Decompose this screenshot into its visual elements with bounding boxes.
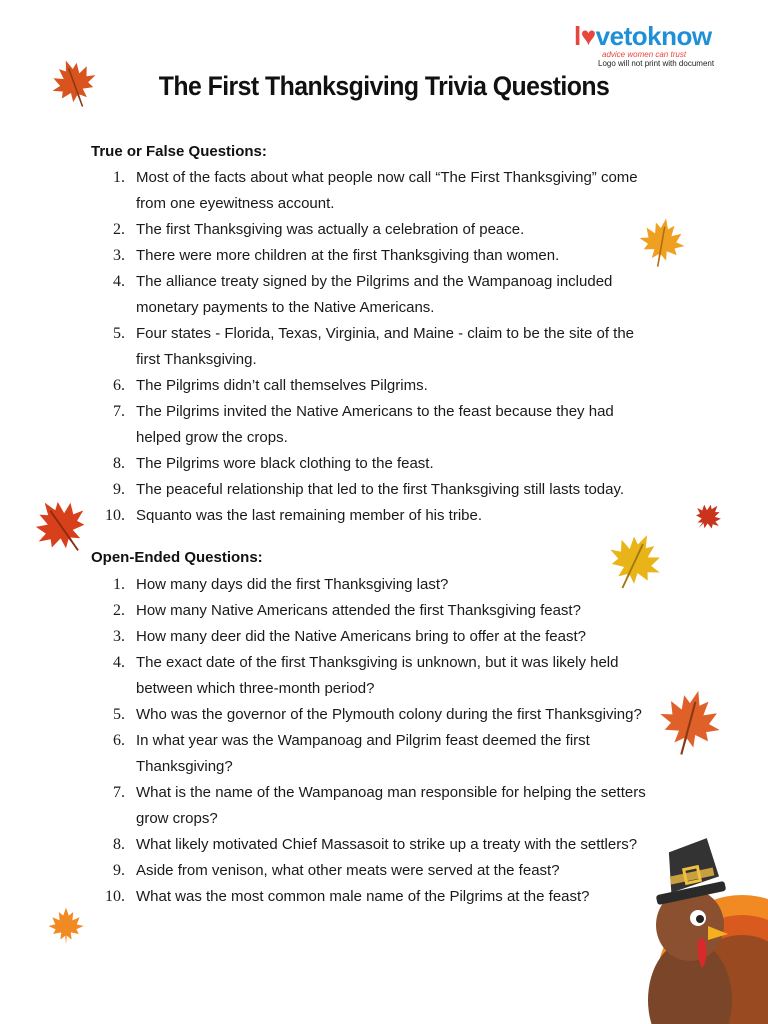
- question-text: What likely motivated Chief Massasoit to strike up a treaty with the settlers?: [136, 836, 638, 853]
- question-number: 2.: [113, 602, 125, 619]
- question-number: 7.: [113, 403, 125, 420]
- question-number: 8.: [113, 455, 125, 472]
- true-false-question-4: [91, 269, 661, 321]
- question-number: 6.: [113, 377, 125, 394]
- logo-print-note: Logo will not print with document: [598, 59, 715, 68]
- question-number: 10.: [105, 888, 125, 905]
- open-ended-question-1: [91, 572, 661, 598]
- question-text: The first Thanksgiving was actually a celebration of peace.: [136, 221, 525, 238]
- logo-wordmark: l♥vetoknow: [574, 21, 712, 51]
- question-text: There were more children at the first Thanksgiving than women.: [136, 247, 560, 264]
- true-false-question-8: [91, 451, 661, 477]
- question-number: 4.: [113, 273, 125, 290]
- turkey-pilgrim-icon: [612, 830, 768, 1024]
- question-text: The peaceful relationship that led to the first Thanksgiving still lasts today.: [136, 481, 625, 498]
- question-text: How many deer did the Native Americans bring to offer at the feast?: [136, 628, 586, 645]
- question-number: 9.: [113, 862, 125, 879]
- maple-leaf-icon: [655, 684, 725, 760]
- maple-leaf-icon: [692, 501, 724, 533]
- open-ended-question-10: [91, 884, 661, 910]
- question-text: Aside from venison, what other meats were served at the feast?: [136, 862, 560, 879]
- true-false-question-9: [91, 477, 661, 503]
- question-text: How many Native Americans attended the first Thanksgiving feast?: [136, 602, 581, 619]
- question-text: How many days did the first Thanksgiving last?: [136, 576, 449, 593]
- question-text: The Pilgrims wore black clothing to the feast.: [136, 455, 434, 472]
- question-text: Four states - Florida, Texas, Virginia, and Maine - claim to be the site of the first Thanksgiving.: [136, 325, 635, 368]
- question-number: 8.: [113, 836, 125, 853]
- question-number: 2.: [113, 221, 125, 238]
- question-number: 1.: [113, 169, 125, 186]
- question-text: Who was the governor of the Plymouth colony during the first Thanksgiving?: [136, 706, 642, 723]
- open-ended-list: [91, 572, 661, 910]
- question-text: The Pilgrims didn’t call themselves Pilgrims.: [136, 377, 428, 394]
- true-false-question-7: [91, 399, 661, 451]
- question-text: What is the name of the Wampanoag man responsible for helping the setters grow crops?: [136, 784, 646, 827]
- true-false-question-10: [91, 503, 661, 529]
- open-ended-question-4: [91, 650, 661, 702]
- question-text: The exact date of the first Thanksgiving is unknown, but it was likely held between which three-month period?: [136, 654, 619, 697]
- true-false-question-3: [91, 243, 661, 269]
- question-number: 10.: [105, 507, 125, 524]
- true-false-question-5: [91, 321, 661, 373]
- question-number: 6.: [113, 732, 125, 749]
- open-ended-question-6: [91, 728, 661, 780]
- true-false-question-1: [91, 165, 661, 217]
- maple-leaf-icon: [30, 495, 92, 557]
- question-text: Squanto was the last remaining member of his tribe.: [136, 507, 483, 524]
- open-ended-question-7: [91, 780, 661, 832]
- maple-leaf-icon: [46, 905, 86, 947]
- question-number: 3.: [113, 628, 125, 645]
- question-number: 9.: [113, 481, 125, 498]
- open-ended-question-9: [91, 858, 661, 884]
- page-title: The First Thanksgiving Trivia Questions: [158, 71, 610, 101]
- true-false-question-6: [91, 373, 661, 399]
- question-number: 3.: [113, 247, 125, 264]
- lovetoknow-logo: [574, 22, 714, 68]
- true-false-question-2: [91, 217, 661, 243]
- maple-leaf-icon: [604, 530, 666, 592]
- true-false-heading: True or False Questions:: [91, 143, 267, 160]
- open-ended-question-3: [91, 624, 661, 650]
- question-number: 4.: [113, 654, 125, 671]
- open-ended-question-8: [91, 832, 661, 858]
- question-number: 7.: [113, 784, 125, 801]
- question-text: What was the most common male name of the Pilgrims at the feast?: [136, 888, 590, 905]
- open-ended-question-2: [91, 598, 661, 624]
- question-text: In what year was the Wampanoag and Pilgrim feast deemed the first Thanksgiving?: [136, 732, 590, 775]
- question-text: The alliance treaty signed by the Pilgrims and the Wampanoag included monetary payments to the Native Americans.: [136, 273, 613, 316]
- open-ended-heading: Open-Ended Questions:: [91, 549, 263, 566]
- question-number: 5.: [113, 706, 125, 723]
- question-text: The Pilgrims invited the Native Americans to the feast because they had helped grow the crops.: [136, 403, 614, 446]
- question-number: 5.: [113, 325, 125, 342]
- true-false-list: [91, 165, 661, 529]
- maple-leaf-icon: [48, 55, 100, 111]
- question-number: 1.: [113, 576, 125, 593]
- question-text: Most of the facts about what people now call “The First Thanksgiving” come from one eyewitness account.: [136, 169, 638, 212]
- logo-tagline: advice women can trust: [602, 50, 687, 59]
- open-ended-question-5: [91, 702, 661, 728]
- maple-leaf-icon: [636, 214, 688, 270]
